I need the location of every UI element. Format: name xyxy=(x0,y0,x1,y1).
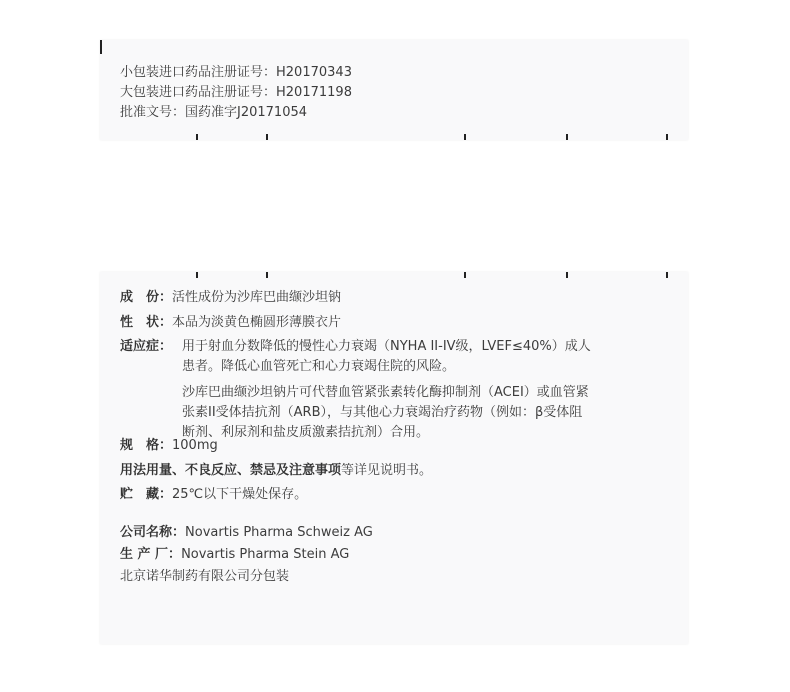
spec-value: 100mg xyxy=(172,438,218,453)
fold-mark xyxy=(666,272,668,278)
fold-mark xyxy=(464,134,466,140)
storage-row xyxy=(120,486,307,504)
packager-text: 北京诺华制药有限公司分包装 xyxy=(120,569,290,584)
large-pack-registration: 大包装进口药品注册证号：H20171198 xyxy=(120,85,352,100)
company-label: 公司名称： xyxy=(120,525,186,540)
approval-number: 批准文号：国药准字J20171054 xyxy=(120,105,308,120)
manufacturer-row xyxy=(120,546,349,564)
spec-row xyxy=(120,437,218,455)
fold-mark xyxy=(566,134,568,140)
info-panel xyxy=(100,272,688,644)
appearance-label: 性 状： xyxy=(120,315,173,330)
fold-mark xyxy=(196,134,198,140)
fold-mark xyxy=(266,134,268,140)
usage-bold: 用法用量、不良反应、禁忌及注意事项 xyxy=(120,463,342,478)
small-pack-registration: 小包装进口药品注册证号：H20170343 xyxy=(120,65,352,80)
fold-mark xyxy=(266,272,268,278)
appearance-row xyxy=(120,314,341,332)
manufacturer-value: Novartis Pharma Stein AG xyxy=(181,547,350,562)
fold-mark xyxy=(464,272,466,278)
indication-text: 用于射血分数降低的慢性心力衰竭（NYHA II-IV级，LVEF≤40%）成人 患者。降低心血管死亡和心力衰竭住院的风险。 沙库巴曲缬沙坦钠片可代替血管紧张素转化酶抑制剂（ACEI）或血管紧 张素II受体拮抗剂（ARB），与其他心力衰竭治疗药物（例如：β受体阻 断剂、利尿剂和盐皮质激素拮抗剂）合用。 xyxy=(182,339,591,440)
storage-value: 25℃以下干燥处保存。 xyxy=(172,487,308,502)
usage-rest: 等详见说明书。 xyxy=(341,463,433,478)
spec-label: 规 格： xyxy=(120,438,173,453)
manufacturer-label: 生 产 厂： xyxy=(120,547,182,562)
fold-mark xyxy=(566,272,568,278)
usage-row xyxy=(120,462,432,480)
ingredient-value: 活性成份为沙库巴曲缬沙坦钠 xyxy=(172,290,342,305)
storage-label: 贮 藏： xyxy=(120,487,173,502)
ingredient-row xyxy=(120,289,341,307)
company-row xyxy=(120,524,373,542)
ingredient-label: 成 份： xyxy=(120,290,173,305)
indication-label: 适应症： xyxy=(120,339,173,354)
fold-mark xyxy=(196,272,198,278)
company-value: Novartis Pharma Schweiz AG xyxy=(185,525,373,540)
fold-mark xyxy=(100,40,102,54)
appearance-value: 本品为淡黄色椭圆形薄膜衣片 xyxy=(172,315,342,330)
top-panel xyxy=(100,40,688,140)
fold-mark xyxy=(666,134,668,140)
